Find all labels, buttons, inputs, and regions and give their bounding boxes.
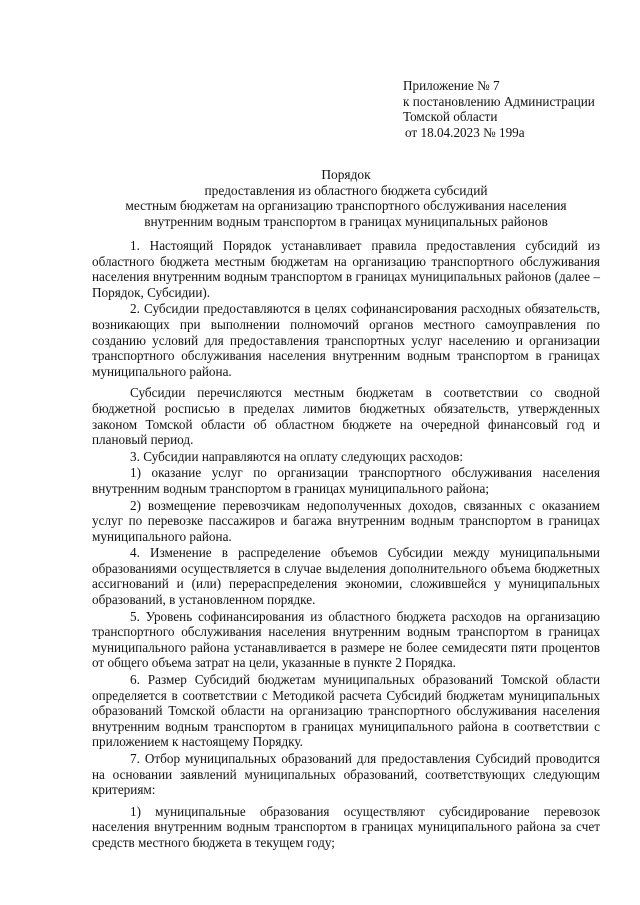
appendix-resolution: к постановлению Администрации xyxy=(403,93,595,109)
appendix-region: Томской области xyxy=(403,109,498,125)
document-body xyxy=(92,238,600,852)
paragraph-2-transfer: Субсидии перечисляются местным бюджетам в соответствии со сводной бюджетной росписью в пределах лимитов бюджетных обязательств, утвержденных законом Томской области об областном бюджете на очередной финансовый год и плановый период. xyxy=(92,385,600,448)
paragraph-7: 7. Отбор муниципальных образований для предоставления Субсидий проводится на основании заявлений муниципальных образований, соответствующих следующим критериям: xyxy=(92,751,600,798)
title-line-3: местным бюджетам на организацию транспортного обслуживания населения xyxy=(125,198,567,214)
appendix-header xyxy=(403,78,613,140)
title-line-1: Порядок xyxy=(321,167,371,182)
paragraph-6: 6. Размер Субсидий бюджетам муниципальных образований Томской области определяется в соответствии с Методикой расчета Субсидий бюджетам муниципальных образований Томской области на организацию транспортного обслуживания населения внутренним водным транспортом в границах муниципального района в соответствии с приложением к настоящему Порядку. xyxy=(92,672,600,750)
paragraph-3-item-1: 1) оказание услуг по организации транспортного обслуживания населения внутренним водным транспортом в границах муниципального района; xyxy=(92,465,600,496)
paragraph-4: 4. Изменение в распределение объемов Субсидии между муниципальными образованиями осуществляется в случае выделения дополнительного объема бюджетных ассигнований и (или) перераспределения экономии, сложившейся у муниципальных образований, в установленном порядке. xyxy=(92,545,600,608)
paragraph-3: 3. Субсидии направляются на оплату следующих расходов: xyxy=(130,448,464,464)
paragraph-3-item-2: 2) возмещение перевозчикам недополученных доходов, связанных с оказанием услуг по перевозке пассажиров и багажа внутренним водным транспортом в границах муниципального района. xyxy=(92,497,600,544)
document-title xyxy=(92,167,600,229)
title-line-2: предоставления из областного бюджета субсидий xyxy=(204,182,488,198)
paragraph-7-item-1: 1) муниципальные образования осуществляют субсидирование перевозок населения внутренним водным транспортом в границах муниципального района за счет средств местного бюджета в текущем году; xyxy=(92,803,600,850)
paragraph-5: 5. Уровень софинансирования из областного бюджета расходов на организацию транспортного обслуживания населения внутренним водным транспортом в границах муниципального района устанавливается в размере не более семидесяти пяти процентов от общего объема затрат на цели, указанные в пункте 2 Порядка. xyxy=(92,608,600,671)
paragraph-2: 2. Субсидии предоставляются в целях софинансирования расходных обязательств, возникающих при выполнении полномочий органов местного самоуправления по созданию условий для предоставления транспортных услуг населению и организации транспортного обслуживания населения внутренним водным транспортом в границах муниципального района. xyxy=(92,301,600,379)
title-line-4: внутренним водным транспортом в границах муниципальных районов xyxy=(144,213,548,229)
paragraph-1: 1. Настоящий Порядок устанавливает правила предоставления субсидий из областного бюджета местным бюджетам на организацию транспортного обслуживания населения внутренним водным транспортом в границах муниципальных районов (далее – Порядок, Субсидии). xyxy=(92,238,600,300)
appendix-number: Приложение № 7 xyxy=(403,78,500,93)
appendix-date: от 18.04.2023 № 199а xyxy=(405,124,525,140)
